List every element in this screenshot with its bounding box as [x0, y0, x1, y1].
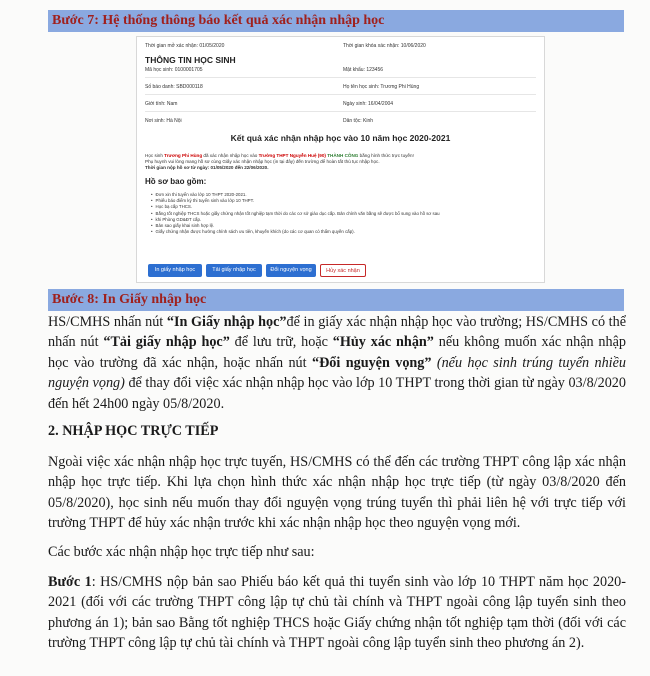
docs-item: • Bản sao giấy khai sinh hợp lệ. — [151, 223, 440, 229]
change-button-ref: “Đổi nguyện vọng” — [311, 354, 432, 371]
result-message — [145, 153, 536, 171]
msg-status: THÀNH CÔNG — [327, 153, 359, 158]
msg-line-3: Thời gian nộp hồ sơ từ ngày: 01/05/2020 đến 22/06/2020. — [145, 165, 269, 170]
reg-end: Thời gian khóa xác nhận: 10/06/2020 — [343, 43, 426, 49]
birth-place: Nơi sinh: Hà Nội — [145, 118, 182, 124]
step-1-label: Bước 1 — [48, 574, 92, 590]
print-admission-button[interactable]: In giấy nhập học — [148, 264, 202, 277]
msg-line-2: Phụ huynh vui lòng mang hồ sơ cùng Giấy xác nhận nhập học (in tại đây) đến trường để hoàn tất thủ tục nhập học. — [145, 159, 380, 164]
section-2-paragraph-1: Ngoài việc xác nhận nhập học trực tuyến, HS/CMHS có thể đến các trường THPT công lập xác nhận nhập học trực tiếp. Khi lựa chọn hình thức xác nhận nhập học trực tiếp (từ ngày 03/8/2020 đến 05/8/2020), học sinh nếu muốn thay đổi nguyện vọng trúng tuyển thì phải liên hệ với trực tiếp với trường THPT để hủy xác nhận trước khi xác nhận nhập học theo nguyện vọng mới. — [48, 454, 626, 532]
docs-item: • Đơn xin thi tuyển vào lớp 10 THPT 2020-2021. — [151, 192, 440, 198]
download-admission-button[interactable]: Tải giấy nhập học — [206, 264, 262, 277]
section-2-heading: 2. NHẬP HỌC TRỰC TIẾP — [48, 423, 219, 439]
msg-post: bằng hình thức trực tuyến! — [359, 153, 414, 158]
cancel-button-ref: “Hủy xác nhận” — [332, 334, 434, 351]
docs-list — [151, 192, 440, 235]
docs-item: • Giấy chứng nhận được hưởng chính sách ưu tiên, khuyến khích (do các cơ quan có thẩm quyền cấp). — [151, 229, 440, 235]
download-button-ref: “Tải giấy nhập học” — [103, 334, 230, 351]
msg-school: Trường THPT Nguyễn Huệ (90) — [258, 153, 326, 158]
reg-start: Thời gian mở xác nhận: 01/05/2020 — [145, 43, 225, 49]
ethnicity: Dân tộc: Kinh — [343, 118, 374, 124]
p1-g: nếu không muốn xác nhận nhập học vào trường đã xác nhận, hoặc nhấn nút — [48, 334, 626, 371]
print-button-ref: “In Giấy nhập học” — [166, 314, 287, 330]
p1-e: để lưu trữ, hoặc — [229, 334, 333, 351]
step-8-title: Bước 8: In Giấy nhập học — [48, 289, 624, 311]
docs-title: Hồ sơ bao gồm: — [145, 177, 207, 186]
msg-pre: Học sinh — [145, 153, 163, 158]
divider — [145, 94, 536, 95]
student-code: Mã học sinh: 0100001705 — [145, 67, 203, 73]
change-preference-button[interactable]: Đổi nguyện vọng — [266, 264, 316, 277]
password: Mật khẩu: 123456 — [343, 67, 384, 73]
candidate-no: Số báo danh: SBD000118 — [145, 84, 203, 90]
cancel-confirmation-button[interactable]: Hủy xác nhận — [320, 264, 366, 277]
section-2-paragraph-3 — [48, 572, 626, 654]
docs-item: • Bằng tốt nghiệp THCS hoặc giấy chứng nhận tốt nghiệp tạm thời do các cơ sở giáo dục cấp. Bản chính văn bằng sẽ được bổ sung vào hồ sơ sau — [151, 211, 440, 217]
step-8-paragraph — [48, 312, 626, 414]
p1-a: HS/CMHS nhấn nút — [48, 314, 167, 330]
gender: Giới tính: Nam — [145, 101, 178, 107]
msg-student-name: Trương Phi Hùng — [164, 153, 203, 158]
docs-item: • Học bạ cấp THCS. — [151, 204, 440, 210]
docs-item: • khi Phòng GD&ĐT cấp. — [151, 217, 440, 223]
msg-mid: đã xác nhận nhập học vào — [203, 153, 258, 158]
step-1-text: : HS/CMHS nộp bản sao Phiếu báo kết quả thi tuyển sinh vào lớp 10 THPT năm học 2020-2021 (đối với các trường THPT công lập tự chủ tài chính và THPT ngoài công lập tuyển sinh theo phương án 1); bản sao Bằng tốt nghiệp THCS hoặc Giấy chứng nhận tốt nghiệp tạm thời (đối với các trường THPT công lập tự chủ tài chính và THPT ngoài công lập tuyển sinh theo phương án 2). — [48, 574, 626, 652]
divider — [145, 77, 536, 78]
divider — [145, 111, 536, 112]
result-title: Kết quả xác nhận nhập học vào 10 năm học 2020-2021 — [230, 133, 451, 143]
result-screenshot — [136, 36, 545, 283]
p1-j: để thay đổi việc xác nhận nhập học vào lớp 10 THPT trong thời gian từ ngày 03/8/2020 đến hết 24h00 ngày 05/8/2020. — [48, 375, 626, 412]
full-name: Họ tên học sinh: Trương Phi Hùng — [343, 84, 420, 90]
p1-note: (nếu học sinh trúng tuyển nhiều nguyện vọng) — [48, 354, 626, 392]
docs-item: • Phiếu báo điểm kỳ thi tuyển sinh vào lớp 10 THPT. — [151, 198, 440, 204]
student-info-title: THÔNG TIN HỌC SINH — [145, 55, 236, 65]
birth-date: Ngày sinh: 16/04/2004 — [343, 101, 394, 107]
p1-c: để in giấy xác nhận nhập học vào trường; HS/CMHS có thể nhấn nút — [48, 314, 627, 351]
section-2-paragraph-2: Các bước xác nhận nhập học trực tiếp như sau: — [48, 544, 315, 560]
step-7-title: Bước 7: Hệ thống thông báo kết quả xác nhận nhập học — [48, 10, 624, 32]
